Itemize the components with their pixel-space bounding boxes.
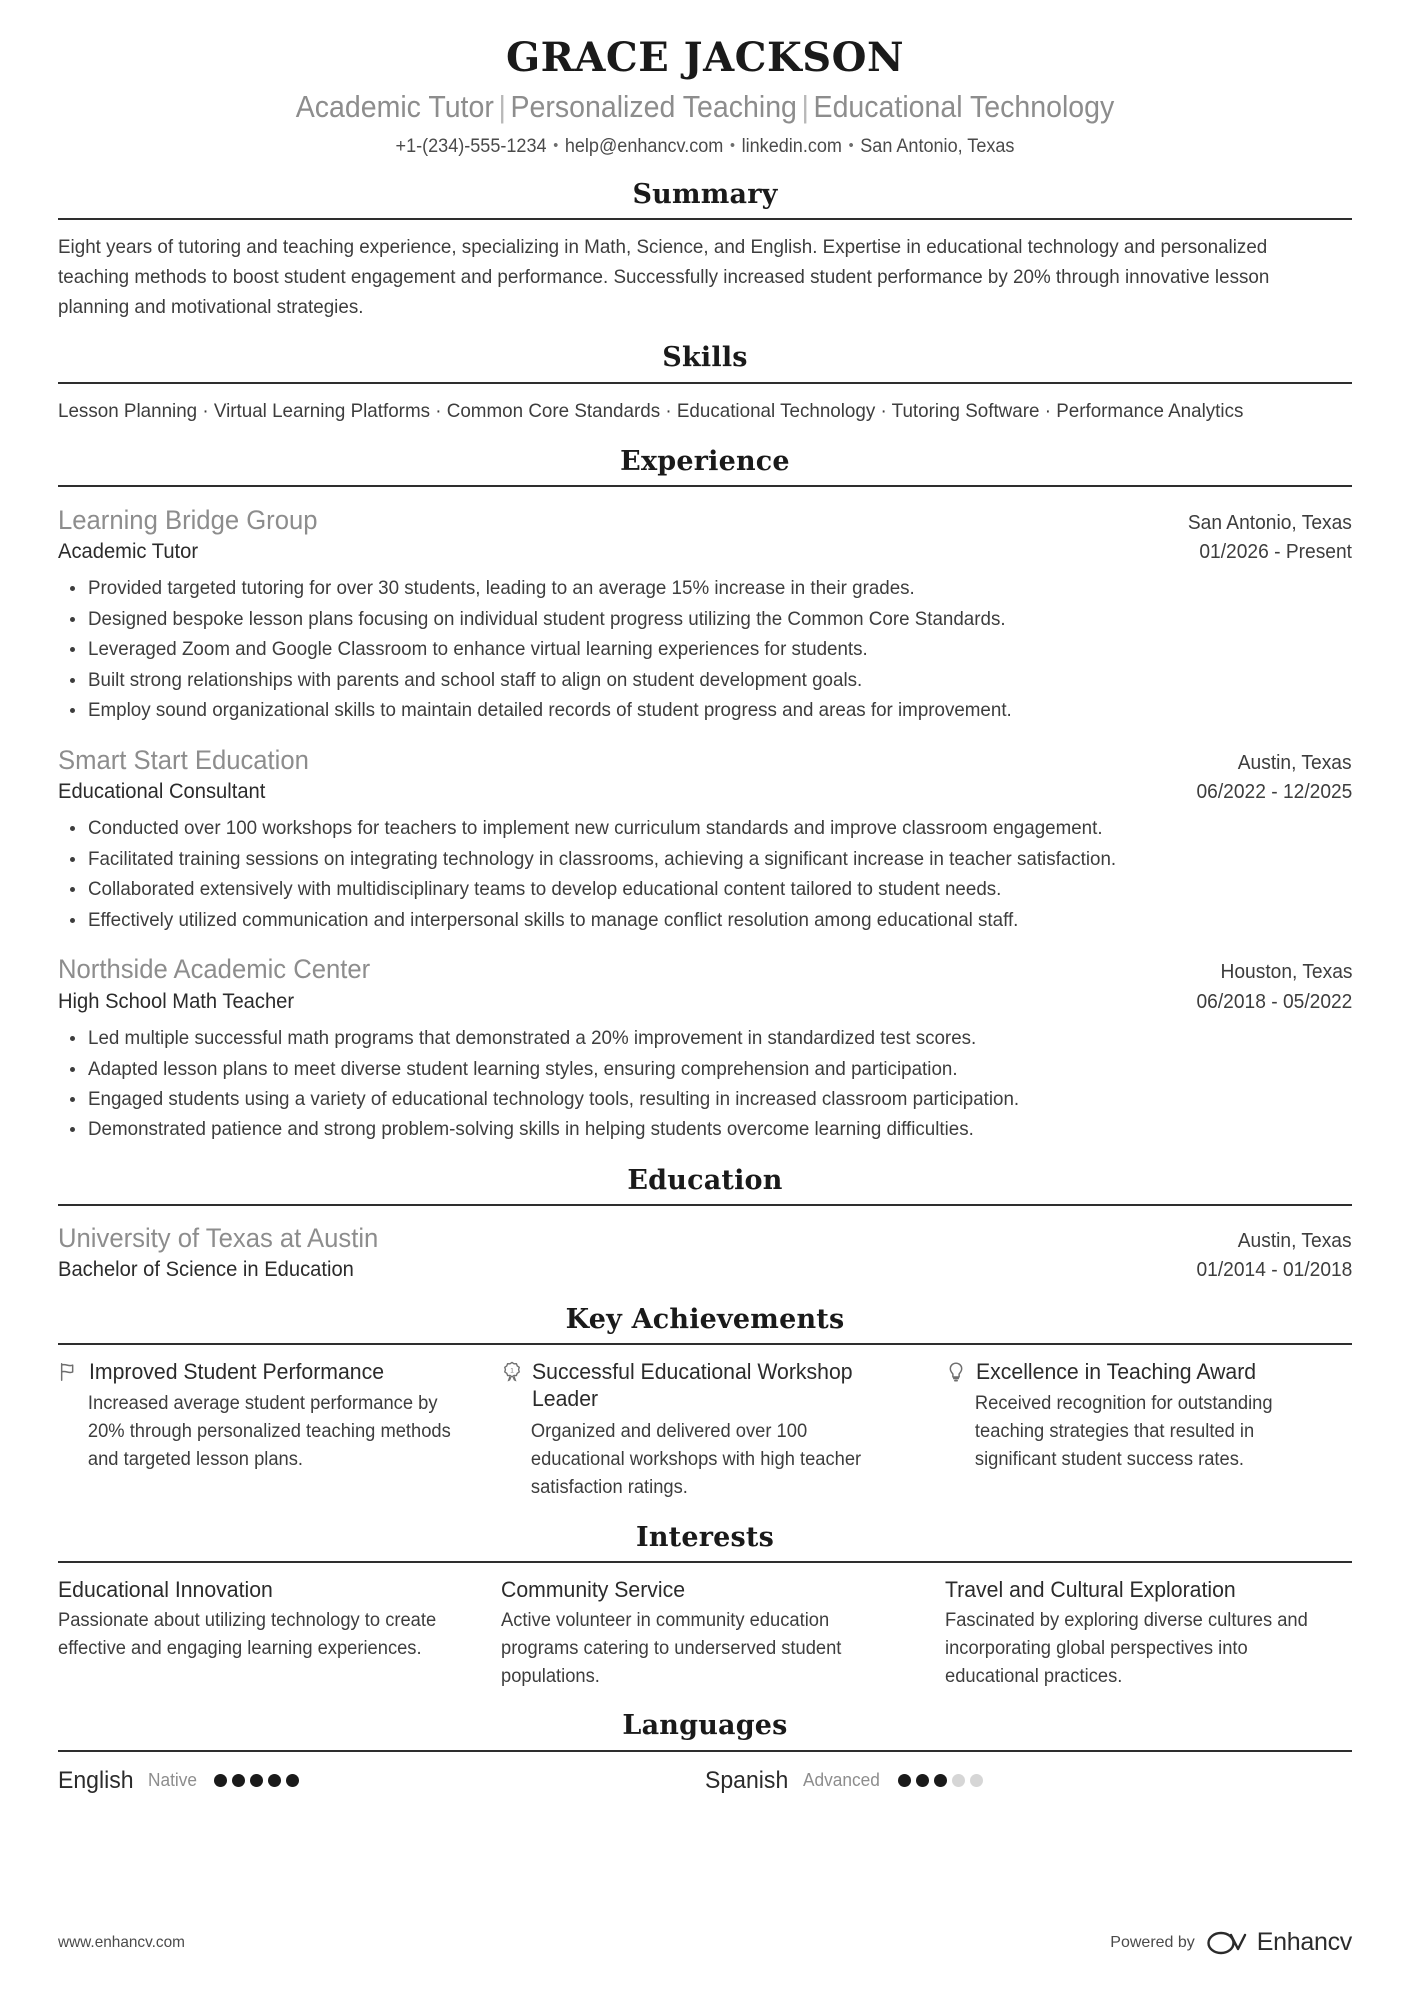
- company-name: Learning Bridge Group: [58, 504, 318, 535]
- responsibility-item: [58, 666, 1352, 695]
- achievement-title: Successful Educational Workshop Leader: [532, 1358, 853, 1412]
- responsibility-text: Conducted over 100 workshops for teachers to implement new curriculum standards and improve classroom engagement.: [88, 817, 1103, 840]
- language-item: [58, 1767, 705, 1796]
- achievement-description: Increased average student performance by 20% through personalized teaching methods and targeted lesson plans.: [87, 1393, 451, 1471]
- proficiency-dot-filled: [286, 1774, 299, 1787]
- responsibility-text: Engaged students using a variety of educational technology tools, resulting in increased classroom participation.: [88, 1087, 1020, 1110]
- divider: [58, 1204, 1352, 1206]
- interest-title: Educational Innovation: [58, 1577, 273, 1602]
- footer-branding: [1110, 1928, 1352, 1957]
- experience-entry-subheader: [58, 538, 1352, 565]
- section-title-languages: Languages: [622, 1710, 788, 1742]
- contact-phone: +1-(234)-555-1234: [395, 135, 547, 157]
- interest-item: [58, 1576, 465, 1690]
- proficiency-dot-filled: [232, 1774, 245, 1787]
- responsibility-item: [58, 1055, 1352, 1084]
- contact-separator: •: [848, 136, 854, 154]
- responsibility-item: [58, 875, 1352, 904]
- headline-part: Personalized Teaching: [510, 88, 797, 124]
- interest-item: [945, 1576, 1352, 1690]
- candidate-name: GRACE JACKSON: [505, 34, 905, 81]
- responsibility-text: Built strong relationships with parents and school staff to align on student development goals.: [88, 668, 863, 691]
- responsibility-item: [58, 696, 1352, 725]
- experience-entry: [58, 503, 1352, 726]
- achievement-item: [945, 1358, 1352, 1502]
- achievement-title: Improved Student Performance: [89, 1358, 385, 1384]
- achievement-item: [58, 1358, 465, 1502]
- section-languages: [58, 1710, 1352, 1795]
- divider: [58, 1343, 1352, 1345]
- language-proficiency-dots: [898, 1774, 983, 1787]
- section-skills: [58, 342, 1352, 425]
- section-title-experience: Experience: [620, 445, 790, 477]
- section-title-interests: Interests: [636, 1521, 774, 1553]
- responsibility-list: [58, 574, 1352, 725]
- responsibility-text: Leveraged Zoom and Google Classroom to enhance virtual learning experiences for students.: [88, 638, 868, 661]
- divider: [58, 382, 1352, 384]
- company-location: Houston, Texas: [1220, 961, 1352, 984]
- section-title-education: Education: [627, 1164, 783, 1196]
- language-list: [58, 1767, 1352, 1796]
- contact-separator: •: [729, 136, 735, 154]
- divider: [58, 1561, 1352, 1563]
- proficiency-dot-empty: [970, 1774, 983, 1787]
- proficiency-dot-filled: [250, 1774, 263, 1787]
- responsibility-item: [58, 845, 1352, 874]
- responsibility-text: Facilitated training sessions on integrating technology in classrooms, achieving a significant increase in teacher satisfaction.: [88, 847, 1117, 870]
- resume-header: [58, 34, 1352, 159]
- experience-entry-subheader: [58, 988, 1352, 1015]
- section-summary: [58, 179, 1352, 322]
- skills-list: Lesson Planning · Virtual Learning Platforms · Common Core Standards · Educational Technology · Tutoring Software · Performance Analytics: [58, 399, 1244, 422]
- language-level: Advanced: [802, 1770, 880, 1791]
- employment-dates: 01/2026 - Present: [1199, 541, 1352, 564]
- experience-entry-header: [58, 952, 1352, 987]
- achievement-description: Received recognition for outstanding teaching strategies that resulted in significant student success rates.: [974, 1393, 1273, 1471]
- interest-item: [501, 1576, 908, 1690]
- school-name: University of Texas at Austin: [58, 1222, 379, 1253]
- experience-entry: [58, 952, 1352, 1145]
- page-footer: [58, 1928, 1352, 1957]
- responsibility-text: Demonstrated patience and strong problem-solving skills in helping students overcome learning difficulties.: [88, 1118, 974, 1141]
- experience-entries: [58, 503, 1352, 1145]
- enhancv-logo: [1207, 1928, 1352, 1957]
- proficiency-dot-filled: [898, 1774, 911, 1787]
- language-item: [705, 1767, 1352, 1796]
- job-title: Academic Tutor: [58, 540, 199, 564]
- responsibility-list: [58, 814, 1352, 935]
- divider: [58, 485, 1352, 487]
- responsibility-text: Led multiple successful math programs that demonstrated a 20% improvement in standardized test scores.: [88, 1027, 977, 1050]
- experience-entry-subheader: [58, 778, 1352, 805]
- section-title-achievements: Key Achievements: [565, 1303, 845, 1335]
- enhancv-mark-icon: [1207, 1930, 1249, 1956]
- contact-separator: •: [553, 136, 559, 154]
- proficiency-dot-filled: [934, 1774, 947, 1787]
- section-experience: [58, 446, 1352, 1145]
- degree-title: Bachelor of Science in Education: [58, 1258, 354, 1282]
- responsibility-text: Effectively utilized communication and interpersonal skills to manage conflict resolution among educational staff.: [88, 908, 1019, 931]
- responsibility-item: [58, 814, 1352, 843]
- section-title-skills: Skills: [662, 342, 748, 374]
- responsibility-text: Adapted lesson plans to meet diverse student learning styles, ensuring comprehension and participation.: [88, 1057, 958, 1080]
- award-ribbon-icon: [501, 1360, 523, 1384]
- achievement-header: [945, 1358, 1352, 1386]
- section-education: [58, 1165, 1352, 1284]
- language-name: Spanish: [705, 1766, 789, 1794]
- language-name: English: [58, 1766, 134, 1794]
- footer-website-url[interactable]: www.enhancv.com: [58, 1933, 185, 1951]
- divider: [58, 1750, 1352, 1752]
- powered-by-label: Powered by: [1110, 1933, 1195, 1951]
- contact-linkedin[interactable]: linkedin.com: [741, 135, 842, 157]
- proficiency-dot-filled: [214, 1774, 227, 1787]
- headline-part: Educational Technology: [813, 88, 1115, 124]
- education-entry: [58, 1221, 1352, 1284]
- responsibility-text: Employ sound organizational skills to maintain detailed records of student progress and areas for improvement.: [88, 699, 1012, 722]
- language-level: Native: [147, 1770, 197, 1791]
- experience-entry-header: [58, 743, 1352, 778]
- proficiency-dot-filled: [268, 1774, 281, 1787]
- responsibility-item: [58, 1085, 1352, 1114]
- education-entry-subheader: [58, 1256, 1352, 1283]
- employment-dates: 06/2018 - 05/2022: [1196, 990, 1352, 1013]
- summary-text: Eight years of tutoring and teaching experience, specializing in Math, Science, and English. Expertise in educational technology and personalized teaching methods to boost student engagement and performance. Successfully increased student performance by 20% through innovative lesson planning and motivational strategies.: [58, 236, 1270, 319]
- interest-columns: [58, 1576, 1352, 1690]
- interest-description: Fascinated by exploring diverse cultures and incorporating global perspectives into educational practices.: [944, 1609, 1308, 1687]
- achievement-item: [501, 1358, 908, 1502]
- responsibility-item: [58, 1024, 1352, 1053]
- language-proficiency-dots: [214, 1774, 299, 1787]
- contact-line: [90, 135, 1319, 160]
- responsibility-text: Provided targeted tutoring for over 30 students, leading to an average 15% increase in their grades.: [88, 577, 915, 600]
- enhancv-wordmark: Enhancv: [1256, 1928, 1352, 1956]
- svg-text:1: 1: [510, 1367, 515, 1375]
- company-name: Northside Academic Center: [58, 954, 371, 985]
- achievement-columns: [58, 1358, 1352, 1502]
- section-title-summary: Summary: [632, 179, 778, 211]
- contact-location: San Antonio, Texas: [860, 135, 1015, 157]
- section-achievements: [58, 1304, 1352, 1502]
- candidate-headline: [110, 87, 1300, 128]
- experience-entry-header: [58, 503, 1352, 538]
- responsibility-list: [58, 1024, 1352, 1145]
- interest-description: Active volunteer in community education programs catering to underserved student populations.: [501, 1609, 842, 1687]
- achievement-header: [58, 1358, 465, 1386]
- employment-dates: 06/2022 - 12/2025: [1196, 781, 1352, 804]
- achievement-title: Excellence in Teaching Award: [975, 1358, 1256, 1384]
- headline-part: Academic Tutor: [295, 88, 494, 124]
- achievement-header: [501, 1358, 908, 1413]
- job-title: Educational Consultant: [58, 780, 266, 804]
- responsibility-text: Designed bespoke lesson plans focusing on individual student progress utilizing the Common Core Standards.: [88, 607, 1006, 630]
- responsibility-text: Collaborated extensively with multidisciplinary teams to develop educational content tailored to student needs.: [88, 878, 1002, 901]
- company-location: Austin, Texas: [1238, 751, 1352, 774]
- divider: [58, 218, 1352, 220]
- achievement-description: Organized and delivered over 100 educational workshops with high teacher satisfaction ratings.: [531, 1421, 862, 1499]
- experience-entry: [58, 743, 1352, 936]
- section-interests: [58, 1522, 1352, 1691]
- company-location: San Antonio, Texas: [1187, 511, 1352, 534]
- proficiency-dot-filled: [916, 1774, 929, 1787]
- responsibility-item: [58, 605, 1352, 634]
- interest-title: Community Service: [501, 1577, 686, 1602]
- responsibility-item: [58, 635, 1352, 664]
- school-location: Austin, Texas: [1238, 1229, 1352, 1252]
- responsibility-item: [58, 906, 1352, 935]
- company-name: Smart Start Education: [58, 744, 309, 775]
- interest-title: Travel and Cultural Exploration: [944, 1577, 1236, 1602]
- contact-email[interactable]: help@enhancv.com: [564, 135, 724, 157]
- responsibility-item: [58, 1115, 1352, 1144]
- education-dates: 01/2014 - 01/2018: [1196, 1259, 1352, 1282]
- headline-separator: |: [498, 88, 506, 124]
- education-entry-header: [58, 1221, 1352, 1256]
- responsibility-item: [58, 574, 1352, 603]
- job-title: High School Math Teacher: [58, 989, 295, 1013]
- proficiency-dot-empty: [952, 1774, 965, 1787]
- flag-icon: [58, 1360, 80, 1384]
- headline-separator: |: [801, 88, 809, 124]
- interest-description: Passionate about utilizing technology to create effective and engaging learning experiences.: [58, 1609, 437, 1659]
- lightbulb-icon: [945, 1360, 967, 1384]
- education-entries: [58, 1221, 1352, 1284]
